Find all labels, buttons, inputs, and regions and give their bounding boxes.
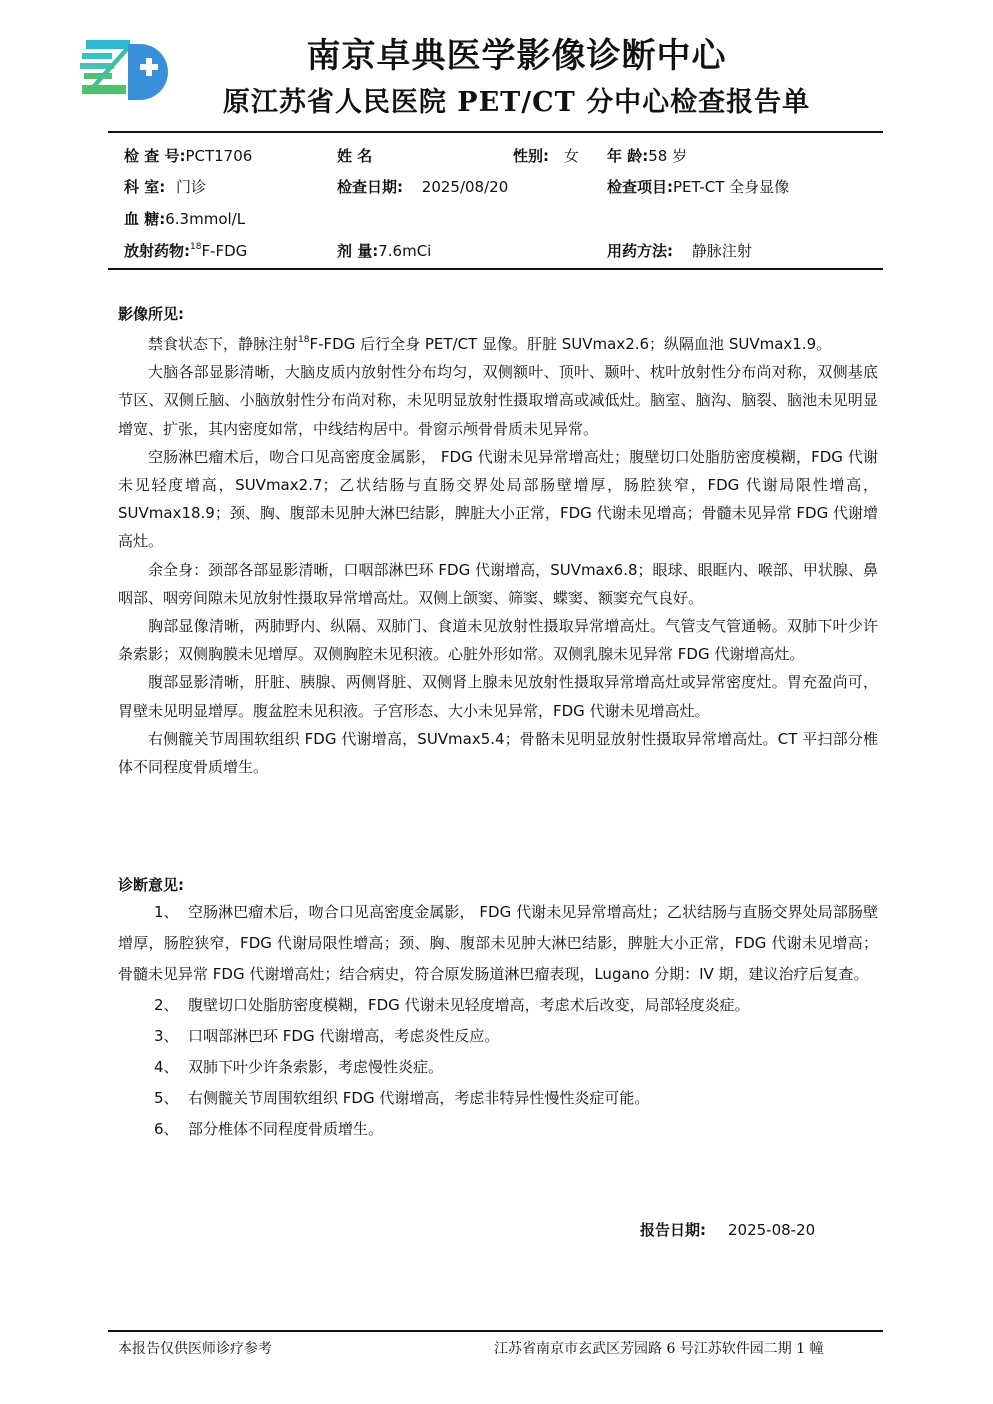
diagnosis-item [118, 897, 878, 990]
footer-divider [108, 1330, 883, 1332]
name-field [337, 145, 372, 166]
age-value: 58 岁 [648, 147, 688, 165]
footer-disclaimer: 本报告仅供医师诊疗参考 [118, 1341, 272, 1357]
diagnosis-item [118, 1083, 878, 1114]
top-divider [108, 131, 883, 133]
diagnosis-item-number: 6、 [154, 1120, 179, 1138]
findings-paragraph-neck: 余全身：颈部各部显影清晰，口咽部淋巴环 FDG 代谢增高，SUVmax6.8；眼球、眼眶内、喉部、甲状腺、鼻咽部、咽旁间隙未见放射性摄取异常增高灶。双侧上颌窦、筛窦、蝶窦、额窦充气良好。 [118, 560, 878, 607]
gender-label: 性别: [513, 147, 549, 165]
findings-paragraph [118, 326, 878, 358]
diagnosis-item-number: 2、 [154, 996, 179, 1014]
report-date-label: 报告日期: [640, 1221, 706, 1239]
report-subtitle: 原江苏省人民医院 PET/CT 分中心检查报告单 [222, 87, 811, 118]
method-field [607, 240, 752, 261]
exam-no-value: PCT1706 [185, 147, 253, 165]
dose-field [337, 240, 431, 261]
method-label: 用药方法: [607, 242, 673, 260]
findings-paragraph-surgery: 空肠淋巴瘤术后，吻合口见高密度金属影， FDG 代谢未见异常增高灶；腹壁切口处脂肪密度模糊，FDG 代谢未见轻度增高，SUVmax2.7；乙状结肠与直肠交界处局部肠壁增厚，肠腔狭窄，FDG 代谢局限性增高，SUVmax18.9；颈、胸、腹部未见肿大淋巴结影，脾脏大小正常，FDG 代谢未见增高；骨髓未见异常 FDG 代谢增高灶。 [118, 447, 878, 551]
diagnosis-item-text: 空肠淋巴瘤术后，吻合口见高密度金属影， FDG 代谢未见异常增高灶；乙状结肠与直肠交界处局部肠壁增厚，肠腔狭窄，FDG 代谢局限性增高；颈、胸、腹部未见肿大淋巴结影，脾脏大小正常，FDG 代谢未见增高；骨髓未见异常 FDG 代谢增高灶；结合病史，符合原发肠道淋巴瘤表现，Lugano 分期：IV 期，建议治疗后复查。 [118, 903, 878, 983]
diagnosis-item-number: 3、 [154, 1027, 179, 1045]
findings-intro-post: F-FDG 后行全身 PET/CT 显像。肝脏 SUVmax2.6；纵隔血池 SUVmax1.9。 [309, 335, 832, 353]
report-date-value: 2025-08-20 [728, 1221, 816, 1239]
name-label: 姓 名 [337, 147, 373, 165]
diagnosis-item-text: 部分椎体不同程度骨质增生。 [188, 1120, 384, 1138]
diagnosis-item [118, 1114, 878, 1145]
diagnosis-item-text: 右侧髋关节周围软组织 FDG 代谢增高，考虑非特异性慢性炎症可能。 [188, 1089, 650, 1107]
glucose-label: 血 糖: [124, 210, 166, 228]
gender-value: 女 [563, 147, 579, 165]
report-date [640, 1219, 815, 1240]
exam-item-label: 检查项目: [607, 178, 673, 196]
center-title: 南京卓典医学影像诊断中心 [306, 36, 727, 76]
gender-field [513, 145, 579, 166]
dept-value: 门诊 [176, 178, 207, 196]
diagnosis-item-text: 腹壁切口处脂肪密度模糊，FDG 代谢未见轻度增高，考虑术后改变，局部轻度炎症。 [188, 996, 750, 1014]
drug-field [124, 240, 247, 261]
diagnosis-list [118, 897, 878, 1145]
dept-field [124, 176, 206, 197]
findings-paragraph-abdomen: 腹部显影清晰，肝脏、胰腺、两侧肾脏、双侧肾上腺未见放射性摄取异常增高灶或异常密度灶。胃充盈尚可，胃壁未见明显增厚。腹盆腔未见积液。子宫形态、大小未见异常，FDG 代谢未见增高灶。 [118, 673, 878, 720]
drug-isotope-sup: 18 [190, 242, 202, 252]
drug-value: F-FDG [201, 242, 248, 260]
diagnosis-heading: 诊断意见: [118, 876, 184, 894]
diagnosis-item-number: 4、 [154, 1058, 179, 1076]
findings-paragraph-chest: 胸部显像清晰，两肺野内、纵隔、双肺门、食道未见放射性摄取异常增高灶。气管支气管通畅。双肺下叶少许条索影；双侧胸膜未见增厚。双侧胸腔未见积液。心脏外形如常。双侧乳腺未见异常 FDG 代谢增高灶。 [118, 617, 878, 664]
age-label: 年 龄: [607, 147, 649, 165]
diagnosis-item [118, 1052, 878, 1083]
diagnosis-item [118, 1021, 878, 1052]
method-value: 静脉注射 [691, 242, 752, 260]
diagnosis-item [118, 990, 878, 1021]
dept-label: 科 室: [124, 178, 166, 196]
drug-label: 放射药物: [124, 242, 190, 260]
findings-paragraph-brain: 大脑各部显影清晰，大脑皮质内放射性分布均匀，双侧额叶、顶叶、颞叶、枕叶放射性分布尚对称，双侧基底节区、双侧丘脑、小脑放射性分布尚对称，未见明显放射性摄取增高或减低灶。脑室、脑沟、脑裂、脑池未见明显增宽、扩张，其内密度如常，中线结构居中。骨窗示颅骨骨质未见异常。 [118, 363, 878, 438]
exam-date-field [337, 176, 508, 197]
findings-heading: 影像所见: [118, 305, 184, 323]
diagnosis-item-text: 双肺下叶少许条索影，考虑慢性炎症。 [188, 1058, 444, 1076]
exam-date-value: 2025/08/20 [421, 178, 509, 196]
glucose-value: 6.3mmol/L [165, 210, 246, 228]
exam-item-value: PET-CT 全身显像 [673, 178, 790, 196]
findings-isotope-sup: 18 [298, 335, 310, 345]
glucose-field [124, 208, 245, 229]
diagnosis-item-text: 口咽部淋巴环 FDG 代谢增高，考虑炎性反应。 [188, 1027, 500, 1045]
dose-label: 剂 量: [337, 242, 379, 260]
exam-item-field [607, 176, 789, 197]
findings-paragraph-bone: 右侧髋关节周围软组织 FDG 代谢增高，SUVmax5.4；骨骼未见明显放射性摄取异常增高灶。CT 平扫部分椎体不同程度骨质增生。 [118, 729, 878, 777]
findings-intro-pre: 禁食状态下，静脉注射 [148, 335, 299, 353]
diagnosis-item-number: 1、 [154, 903, 179, 921]
diagnosis-item-number: 5、 [154, 1089, 179, 1107]
exam-no-field [124, 145, 252, 166]
dose-value: 7.6mCi [378, 242, 432, 260]
exam-no-label: 检 查 号: [124, 147, 186, 165]
findings-body [118, 326, 878, 781]
info-divider [108, 268, 883, 270]
exam-date-label: 检查日期: [337, 178, 403, 196]
footer-address: 江苏省南京市玄武区芳园路 6 号江苏软件园二期 1 幢 [494, 1341, 824, 1357]
age-field [607, 145, 687, 166]
